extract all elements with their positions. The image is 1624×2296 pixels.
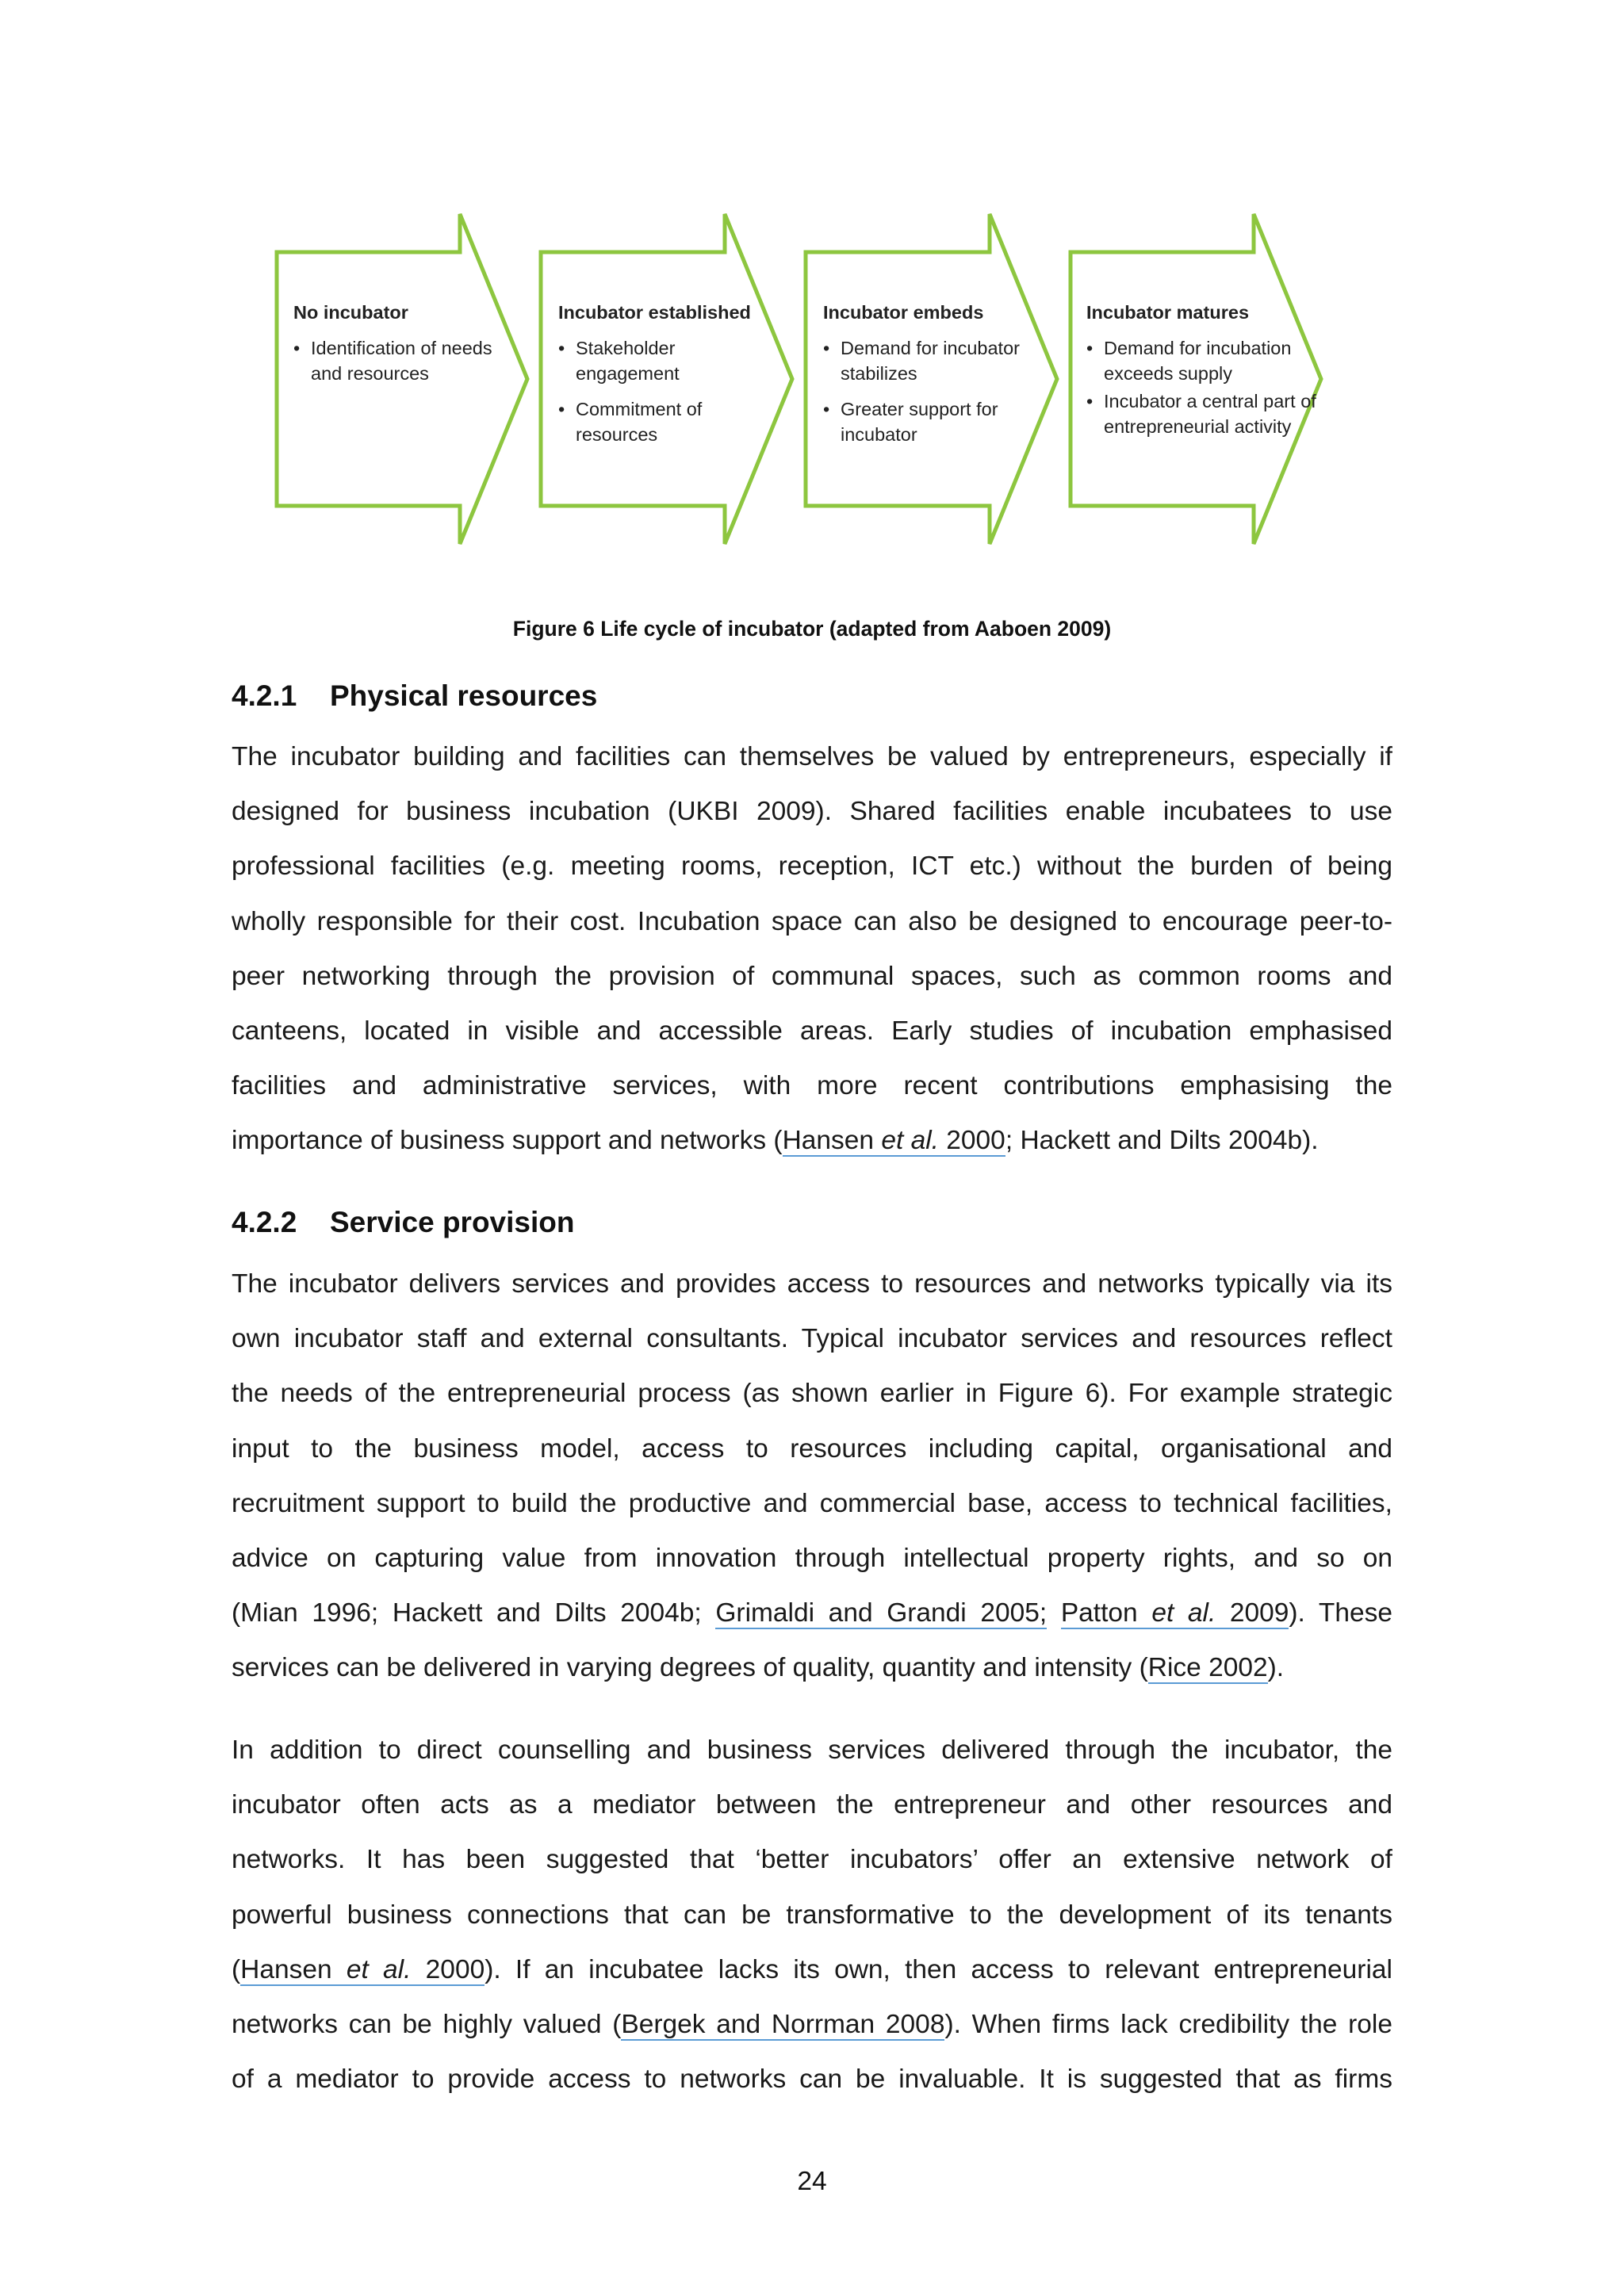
citation-link[interactable]: Hansen et al. 2000 xyxy=(782,1126,1005,1156)
text-line: canteens, located in visible and accessible areas. Early studies of incubation emphasised xyxy=(232,1016,1392,1046)
section-title: Physical resources xyxy=(330,679,598,712)
text-line: of a mediator to provide access to networks can be invaluable. It is suggested that as firms xyxy=(232,2064,1392,2095)
stage-no-incubator xyxy=(293,300,508,396)
section-title: Service provision xyxy=(330,1206,575,1238)
stage-bullet: • Identification of needs and resources xyxy=(293,335,508,387)
text-line: designed for business incubation (UKBI 2009). Shared facilities enable incubatees to use xyxy=(232,797,1392,827)
stage-incubator-established xyxy=(558,300,772,457)
text-line: own incubator staff and external consultants. Typical incubator services and resources reflect xyxy=(232,1324,1392,1354)
page-number: 24 xyxy=(797,2167,827,2196)
stage-title: No incubator xyxy=(293,302,408,323)
text-line: incubator often acts as a mediator between the entrepreneur and other resources and xyxy=(232,1790,1392,1820)
section-number: 4.2.1 xyxy=(232,679,297,712)
citation-link[interactable]: Rice 2002 xyxy=(1147,1653,1268,1683)
text-line: networks. It has been suggested that ‘better incubators’ offer an extensive network of xyxy=(232,1845,1392,1875)
section-heading-physical-resources xyxy=(232,679,597,713)
stage-title: Incubator embeds xyxy=(823,302,984,323)
paragraph-physical-resources xyxy=(232,729,1392,1169)
text-line: the needs of the entrepreneurial process (as shown earlier in Figure 6). For example strategic xyxy=(232,1379,1392,1409)
stage-bullet: • Incubator a central part of entrepreneurial activity xyxy=(1086,388,1326,440)
stage-bullet: • Demand for incubation exceeds supply xyxy=(1086,335,1318,387)
incubator-lifecycle-figure xyxy=(270,206,1332,555)
stage-incubator-embeds xyxy=(823,300,1029,457)
text-line: wholly responsible for their cost. Incubation space can also be designed to encourage peer-to- xyxy=(232,906,1392,936)
text-line: The incubator building and facilities can themselves be valued by entrepreneurs, especially if xyxy=(232,742,1392,771)
text-line: In addition to direct counselling and business services delivered through the incubator, the xyxy=(232,1735,1392,1765)
text-line: (Mian 1996; Hackett and Dilts 2004b; Grimaldi and Grandi 2005; Patton et al. 2009). These xyxy=(232,1598,1392,1628)
text-line: (Hansen et al. 2000). If an incubatee lacks its own, then access to relevant entrepreneurial xyxy=(232,1954,1392,1984)
paragraph-mediator xyxy=(232,1723,1392,2107)
text-line: services can be delivered in varying degrees of quality, quantity and intensity (Rice 2002). xyxy=(232,1653,1285,1683)
stage-bullet: • Stakeholder engagement xyxy=(558,335,710,387)
citation-link[interactable]: Grimaldi and Grandi 2005; xyxy=(715,1598,1048,1628)
stage-incubator-matures xyxy=(1086,300,1316,450)
section-number: 4.2.2 xyxy=(232,1206,297,1238)
paragraph-service-provision xyxy=(232,1257,1392,1696)
text-line: networks can be highly valued (Bergek and Norrman 2008). When firms lack credibility the role xyxy=(232,2009,1393,2039)
text-line: peer networking through the provision of communal spaces, such as common rooms and xyxy=(232,961,1392,991)
text-line: facilities and administrative services, with more recent contributions emphasising the xyxy=(232,1071,1392,1101)
text-line: importance of business support and networks (Hansen et al. 2000; Hackett and Dilts 2004b). xyxy=(232,1126,1319,1156)
stage-bullet: • Greater support for incubator xyxy=(823,396,1031,448)
text-line: advice on capturing value from innovation through intellectual property rights, and so on xyxy=(232,1543,1392,1573)
section-heading-service-provision xyxy=(232,1206,574,1239)
stage-bullet: • Demand for incubator stabilizes xyxy=(823,335,1031,387)
text-line: The incubator delivers services and provides access to resources and networks typically via its xyxy=(232,1269,1392,1299)
text-line: professional facilities (e.g. meeting rooms, reception, ICT etc.) without the burden of being xyxy=(232,851,1392,882)
stage-title: Incubator established xyxy=(558,302,751,323)
stage-bullet: • Commitment of resources xyxy=(558,396,726,448)
citation-link[interactable]: Patton et al. 2009 xyxy=(1060,1598,1289,1628)
text-line: recruitment support to build the productive and commercial base, access to technical facilities, xyxy=(232,1488,1392,1518)
text-line: powerful business connections that can be transformative to the development of its tenants xyxy=(232,1900,1392,1930)
figure-caption: Figure 6 Life cycle of incubator (adapted from Aaboen 2009) xyxy=(512,617,1112,641)
citation-link[interactable]: Hansen et al. 2000 xyxy=(240,1954,485,1984)
stage-title: Incubator matures xyxy=(1086,302,1250,323)
citation-link[interactable]: Bergek and Norrman 2008 xyxy=(621,2009,945,2039)
text-line: input to the business model, access to resources including capital, organisational and xyxy=(232,1433,1392,1464)
